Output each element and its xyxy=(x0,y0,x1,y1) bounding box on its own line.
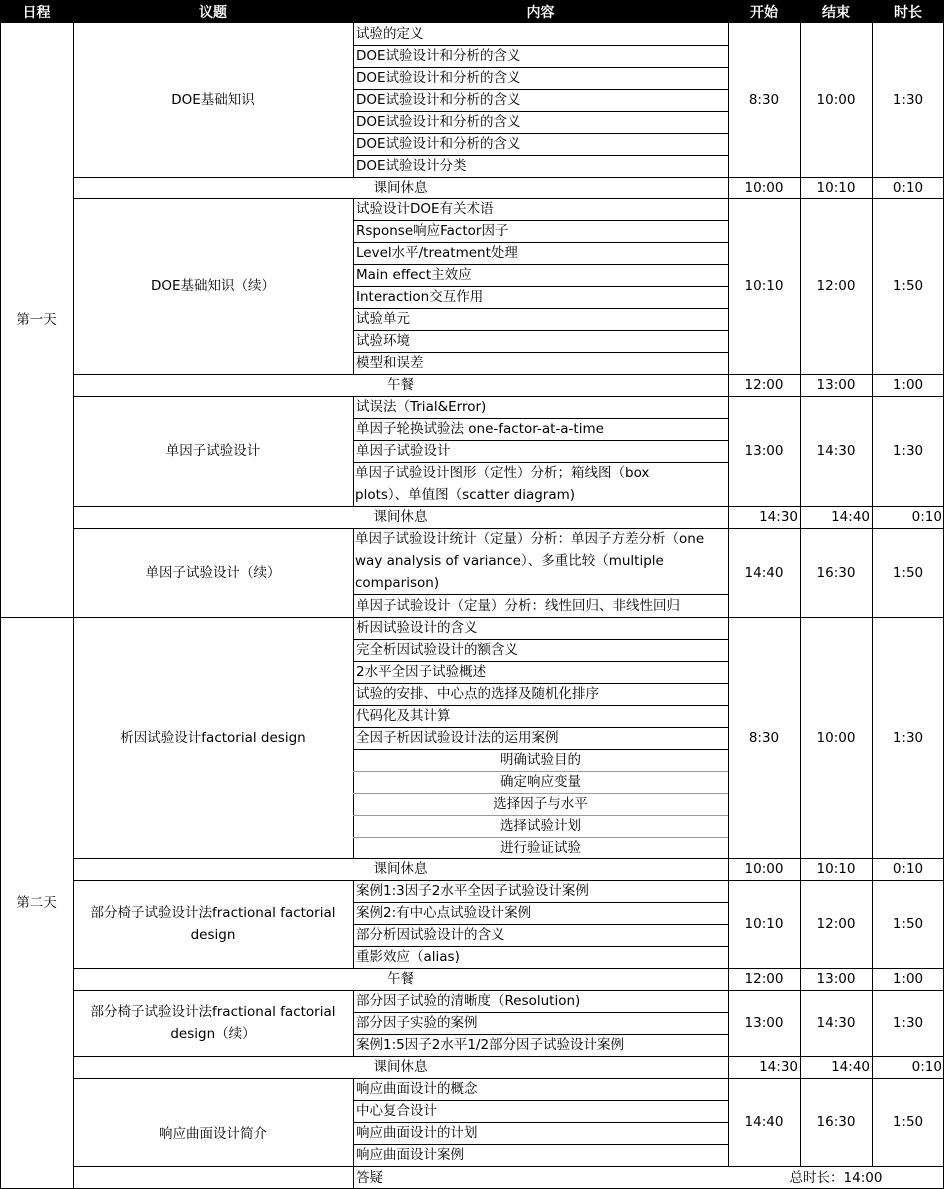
grid-line xyxy=(353,924,728,925)
topic-factorial-design: 析因试验设计factorial design xyxy=(120,729,306,746)
grid-line xyxy=(353,418,728,419)
content-item: DOE试验设计和分析的含义 xyxy=(356,114,521,130)
topic-single-factor-cont: 单因子试验设计（续） xyxy=(145,564,281,581)
lunch-row-label: 午餐 xyxy=(387,377,414,393)
grid-line xyxy=(353,396,354,507)
break-row-label: 课间休息 xyxy=(373,509,428,525)
duration: 1:30 xyxy=(892,729,924,746)
content-item: 试验设计DOE有关术语 xyxy=(356,201,494,217)
grid-line xyxy=(800,0,801,1166)
duration: 1:50 xyxy=(892,1114,924,1130)
content-item: 试验环境 xyxy=(356,333,410,349)
grid-line xyxy=(73,617,944,618)
grid-line xyxy=(353,220,728,221)
end-time: 14:30 xyxy=(816,443,856,459)
start-time: 14:40 xyxy=(744,1114,784,1130)
start-time: 12:00 xyxy=(744,377,784,393)
grid-line xyxy=(353,837,728,838)
grid-line xyxy=(872,0,873,1166)
end-time: 14:40 xyxy=(831,509,870,525)
content-item: 单因子试验设计图形（定性）分析；箱线图（box plots）、单值图（scatter diagram) xyxy=(355,465,650,503)
grid-line xyxy=(353,594,728,595)
content-item: 2水平全因子试验概述 xyxy=(356,664,487,680)
content-item: 单因子试验设计 xyxy=(356,443,451,459)
content-item: 析因试验设计的含义 xyxy=(356,620,478,636)
content-item: DOE试验设计和分析的含义 xyxy=(356,70,521,86)
end-time: 10:00 xyxy=(816,729,856,746)
end-time: 16:30 xyxy=(816,1114,856,1130)
topic-response-surface: 响应曲面设计简介 xyxy=(159,1125,267,1142)
content-item: 部分因子实验的案例 xyxy=(356,1015,478,1031)
content-item: 试验的定义 xyxy=(356,26,424,42)
grid-line xyxy=(73,528,944,529)
grid-line xyxy=(353,89,728,90)
end-time: 14:40 xyxy=(831,1059,870,1075)
grid-line xyxy=(353,749,728,750)
content-item: 重影效应（alias) xyxy=(356,949,460,965)
grid-line xyxy=(353,242,728,243)
content-item: 模型和误差 xyxy=(356,355,424,371)
grid-line xyxy=(353,683,728,684)
grid-line xyxy=(353,45,728,46)
grid-line xyxy=(353,67,728,68)
start-time: 14:30 xyxy=(759,1059,798,1075)
grid-line xyxy=(73,1056,944,1057)
content-item: 单因子试验设计统计（定量）分析：单因子方差分析（one way analysis of variance）、多重比较（multiple comparison) xyxy=(355,531,705,591)
header-day: 日程 xyxy=(0,0,73,23)
start-time: 13:00 xyxy=(744,1015,784,1031)
start-time: 8:30 xyxy=(748,92,780,108)
content-item: 案例1:5因子2水平1/2部分因子试验设计案例 xyxy=(356,1037,625,1053)
grid-line xyxy=(353,793,728,794)
content-item: 案例1:3因子2水平全因子试验设计案例 xyxy=(356,883,589,899)
grid-line xyxy=(353,440,728,441)
content-item: 试验单元 xyxy=(356,311,410,327)
content-item: 响应曲面设计的概念 xyxy=(356,1081,478,1097)
content-item: 响应曲面设计的计划 xyxy=(356,1125,478,1141)
content-item: 中心复合设计 xyxy=(356,1103,437,1119)
content-item: Level水平/treatment处理 xyxy=(356,245,518,261)
grid-line xyxy=(0,617,74,618)
grid-line xyxy=(353,330,728,331)
duration: 0:10 xyxy=(892,179,924,196)
content-item: 单因子轮换试验法 one-factor-at-a-time xyxy=(356,421,604,437)
start-time: 14:30 xyxy=(759,509,798,525)
grid-line xyxy=(73,396,944,397)
grid-line xyxy=(353,155,728,156)
duration: 0:10 xyxy=(911,1059,942,1075)
end-time: 10:00 xyxy=(816,92,856,108)
grid-line xyxy=(353,1122,728,1123)
grid-line xyxy=(73,968,944,969)
grid-line xyxy=(353,111,728,112)
start-time: 13:00 xyxy=(744,443,784,459)
grid-line xyxy=(353,133,728,134)
content-item: DOE试验设计和分析的含义 xyxy=(356,92,521,108)
content-item: Interaction交互作用 xyxy=(356,289,484,305)
content-item: DOE试验设计和分析的含义 xyxy=(356,136,521,152)
grid-line xyxy=(73,880,944,881)
content-item: 试验的安排、中心点的选择及随机化排序 xyxy=(356,686,599,702)
grid-line xyxy=(353,771,728,772)
grid-line xyxy=(353,352,728,353)
grid-line xyxy=(353,639,728,640)
break-row-label: 课间休息 xyxy=(373,1059,428,1075)
break-row-label: 课间休息 xyxy=(373,179,428,196)
end-time: 13:00 xyxy=(816,377,856,393)
content-subitem: 选择试验计划 xyxy=(500,818,581,834)
start-time: 10:10 xyxy=(744,278,784,294)
header-start: 开始 xyxy=(728,0,800,23)
duration: 1:50 xyxy=(892,278,924,294)
content-item: 响应曲面设计案例 xyxy=(356,1147,464,1163)
grid-line xyxy=(73,198,944,199)
content-item: 代码化及其计算 xyxy=(356,708,451,724)
content-item: 全因子析因试验设计法的运用案例 xyxy=(356,730,559,746)
grid-line xyxy=(353,902,728,903)
grid-line xyxy=(353,946,728,947)
grid-line xyxy=(353,1078,354,1189)
start-time: 10:00 xyxy=(744,179,784,196)
content-item: 单因子试验设计（定量）分析：线性回归、非线性回归 xyxy=(356,597,680,614)
end-time: 16:30 xyxy=(816,564,856,581)
grid-line xyxy=(353,308,728,309)
start-time: 8:30 xyxy=(748,729,780,746)
end-time: 12:00 xyxy=(816,916,856,932)
content-item: 部分析因试验设计的含义 xyxy=(356,927,505,943)
day-2-label: 第二天 xyxy=(16,895,57,911)
content-item: 答疑 xyxy=(356,1169,383,1186)
grid-line xyxy=(353,617,354,859)
grid-line xyxy=(73,506,944,507)
content-item: DOE试验设计和分析的含义 xyxy=(356,48,521,64)
content-item: 完全析因试验设计的额含义 xyxy=(356,642,518,658)
duration: 1:30 xyxy=(892,92,924,108)
duration: 1:00 xyxy=(892,377,924,393)
grid-line xyxy=(353,528,354,618)
lunch-row-label: 午餐 xyxy=(387,971,414,987)
day-1-label: 第一天 xyxy=(16,312,57,328)
topic-doe-basics-cont: DOE基础知识（续） xyxy=(150,278,276,294)
duration: 1:00 xyxy=(892,971,924,987)
content-subitem: 确定响应变量 xyxy=(500,774,581,790)
start-time: 10:10 xyxy=(744,916,784,932)
start-time: 12:00 xyxy=(744,971,784,987)
duration: 1:30 xyxy=(892,1015,924,1031)
start-time: 10:00 xyxy=(744,861,784,877)
end-time: 10:10 xyxy=(816,861,856,877)
duration: 0:10 xyxy=(892,861,924,877)
grid-line xyxy=(353,815,728,816)
content-subitem: 选择因子与水平 xyxy=(493,796,588,812)
grid-line xyxy=(353,990,354,1057)
content-item: 试误法（Trial&Error) xyxy=(356,399,487,415)
grid-line xyxy=(353,1034,728,1035)
grid-line xyxy=(353,462,728,463)
content-item: 案例2:有中心点试验设计案例 xyxy=(356,905,532,921)
topic-fractional-factorial: 部分椅子试验设计法fractional factorial design xyxy=(90,905,336,943)
content-item: 部分因子试验的清晰度（Resolution) xyxy=(356,993,581,1009)
end-time: 12:00 xyxy=(816,278,856,294)
grid-line xyxy=(0,0,1,1189)
topic-fractional-factorial-cont: 部分椅子试验设计法fractional factorial design（续） xyxy=(90,1004,336,1042)
content-subitem: 明确试验目的 xyxy=(500,752,581,768)
grid-line xyxy=(353,1100,728,1101)
topic-single-factor: 单因子试验设计 xyxy=(165,443,261,459)
header-end: 结束 xyxy=(800,0,872,23)
grid-line xyxy=(73,1078,944,1079)
grid-line xyxy=(73,990,944,991)
content-item: DOE试验设计分类 xyxy=(356,158,467,174)
end-time: 10:10 xyxy=(816,179,856,196)
grid-line xyxy=(73,858,944,859)
grid-line xyxy=(728,0,729,1166)
duration: 0:10 xyxy=(911,509,942,525)
content-item: Main effect主效应 xyxy=(356,267,472,283)
grid-line xyxy=(353,727,728,728)
header-content: 内容 xyxy=(353,0,728,23)
grid-line xyxy=(353,661,728,662)
duration: 1:50 xyxy=(892,916,924,932)
grid-line xyxy=(353,1144,728,1145)
grid-line xyxy=(73,177,944,178)
break-row-label: 课间休息 xyxy=(373,861,428,877)
grid-line xyxy=(353,286,728,287)
header-duration: 时长 xyxy=(872,0,944,23)
header-topic: 议题 xyxy=(73,0,353,23)
end-time: 13:00 xyxy=(816,971,856,987)
end-time: 14:30 xyxy=(816,1015,856,1031)
content-item: Rsponse响应Factor因子 xyxy=(356,223,509,239)
content-subitem: 进行验证试验 xyxy=(500,839,581,856)
topic-doe-basics: DOE基础知识 xyxy=(171,92,255,108)
start-time: 14:40 xyxy=(744,564,784,581)
grid-line xyxy=(73,1166,944,1167)
duration: 1:50 xyxy=(892,564,924,581)
duration: 1:30 xyxy=(892,443,924,459)
grid-line xyxy=(353,1012,728,1013)
total-duration: 总时长：14:00 xyxy=(789,1169,883,1186)
grid-line xyxy=(353,705,728,706)
grid-line xyxy=(73,374,944,375)
grid-line xyxy=(353,264,728,265)
